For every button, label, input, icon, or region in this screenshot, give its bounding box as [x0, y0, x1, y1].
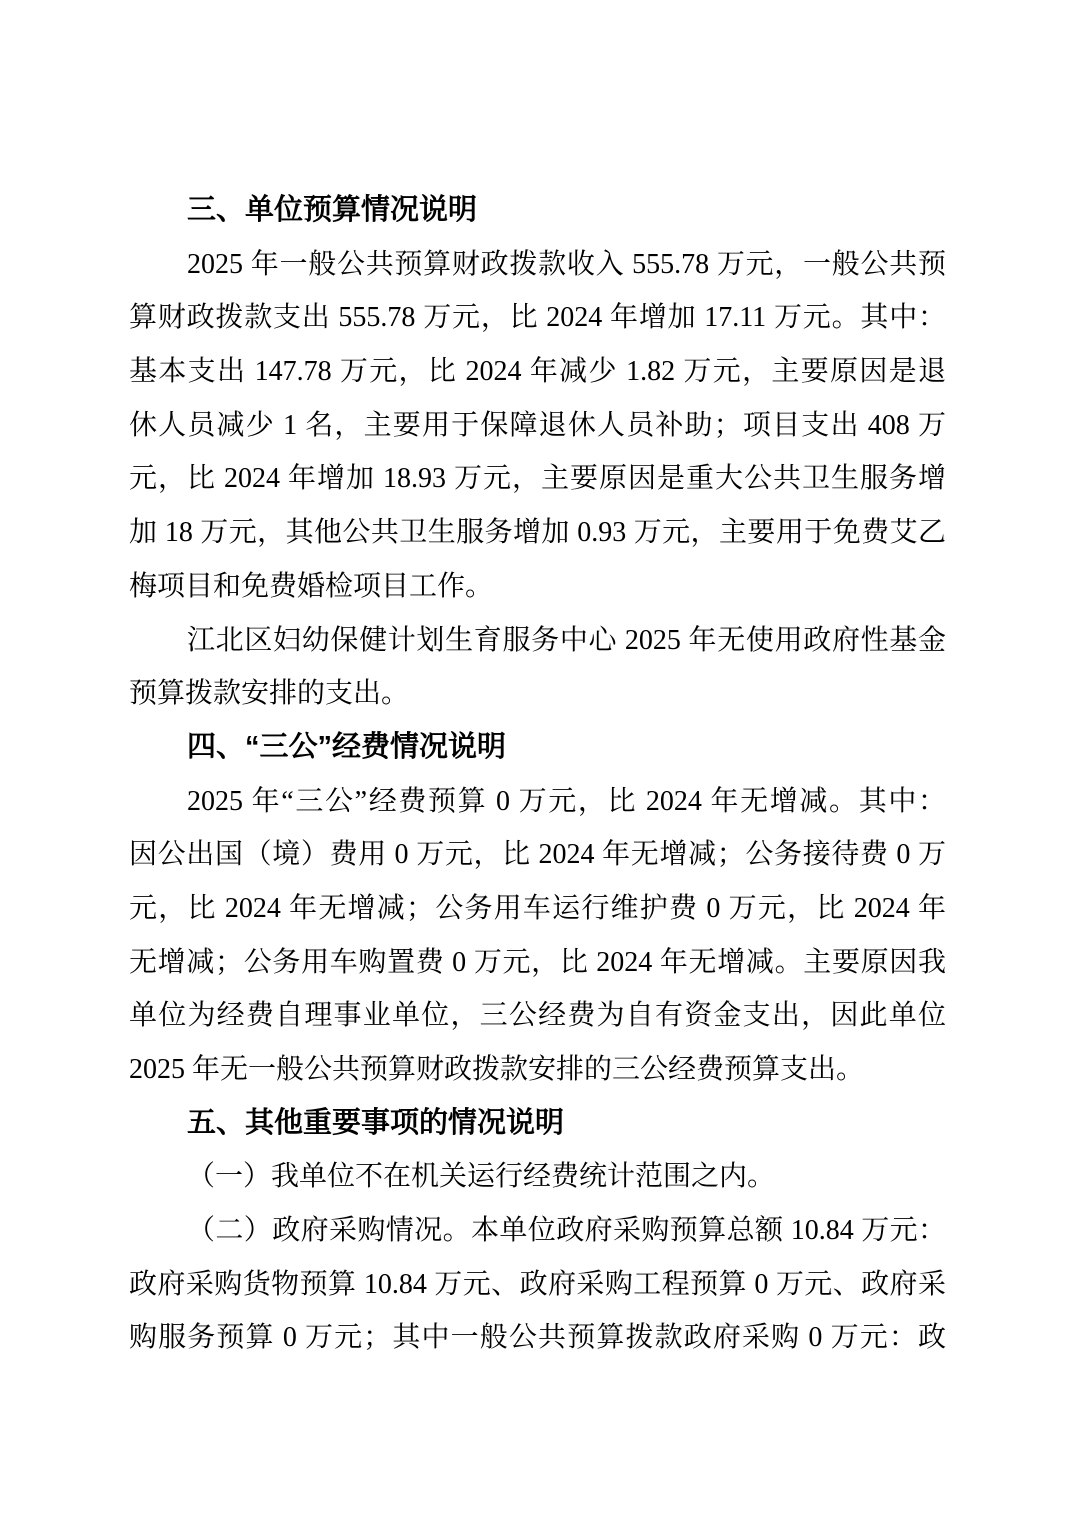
text-line: 江北区妇幼保健计划生育服务中心 2025 年无使用政府性基金 [187, 624, 946, 656]
text-line: 预算拨款安排的支出。 [129, 678, 410, 710]
text-line: 元，比 2024 年无增减；公务用车运行维护费 0 万元，比 2024 年 [129, 892, 946, 924]
text-line: 算财政拨款支出 555.78 万元，比 2024 年增加 17.11 万元。其中： [129, 302, 946, 334]
section-heading-budget: 三、单位预算情况说明 [187, 194, 478, 226]
text-line: 2025 年“三公”经费预算 0 万元，比 2024 年无增减。其中： [187, 785, 946, 817]
text-line: 梅项目和免费婚检项目工作。 [129, 570, 494, 602]
text-line: （一）我单位不在机关运行经费统计范围之内。 [187, 1161, 776, 1193]
text-line: 政府采购货物预算 10.84 万元、政府采购工程预算 0 万元、政府采 [129, 1268, 946, 1300]
document-body [129, 184, 946, 1365]
section-heading-other-matters: 五、其他重要事项的情况说明 [187, 1106, 565, 1139]
text-line: 元，比 2024 年增加 18.93 万元，主要原因是重大公共卫生服务增 [129, 463, 946, 495]
text-line: 因公出国（境）费用 0 万元，比 2024 年无增减；公务接待费 0 万 [129, 839, 946, 871]
text-line: 加 18 万元，其他公共卫生服务增加 0.93 万元，主要用于免费艾乙 [129, 517, 946, 549]
text-line: 单位为经费自理事业单位，三公经费为自有资金支出，因此单位 [129, 1000, 946, 1032]
text-line: 2025 年无一般公共预算财政拨款安排的三公经费预算支出。 [129, 1054, 865, 1085]
text-line: 2025 年一般公共预算财政拨款收入 555.78 万元，一般公共预 [187, 248, 946, 280]
section-heading-three-public-funds: 四、“三公”经费情况说明 [187, 730, 507, 763]
text-line: 无增减；公务用车购置费 0 万元，比 2024 年无增减。主要原因我 [129, 946, 946, 978]
text-line: 基本支出 147.78 万元，比 2024 年减少 1.82 万元，主要原因是退 [129, 356, 946, 388]
text-line: 休人员减少 1 名，主要用于保障退休人员补助；项目支出 408 万 [129, 409, 946, 441]
text-line: 购服务预算 0 万元；其中一般公共预算拨款政府采购 0 万元：政 [129, 1322, 946, 1354]
text-line: （二）政府采购情况。本单位政府采购预算总额 10.84 万元： [187, 1215, 946, 1247]
